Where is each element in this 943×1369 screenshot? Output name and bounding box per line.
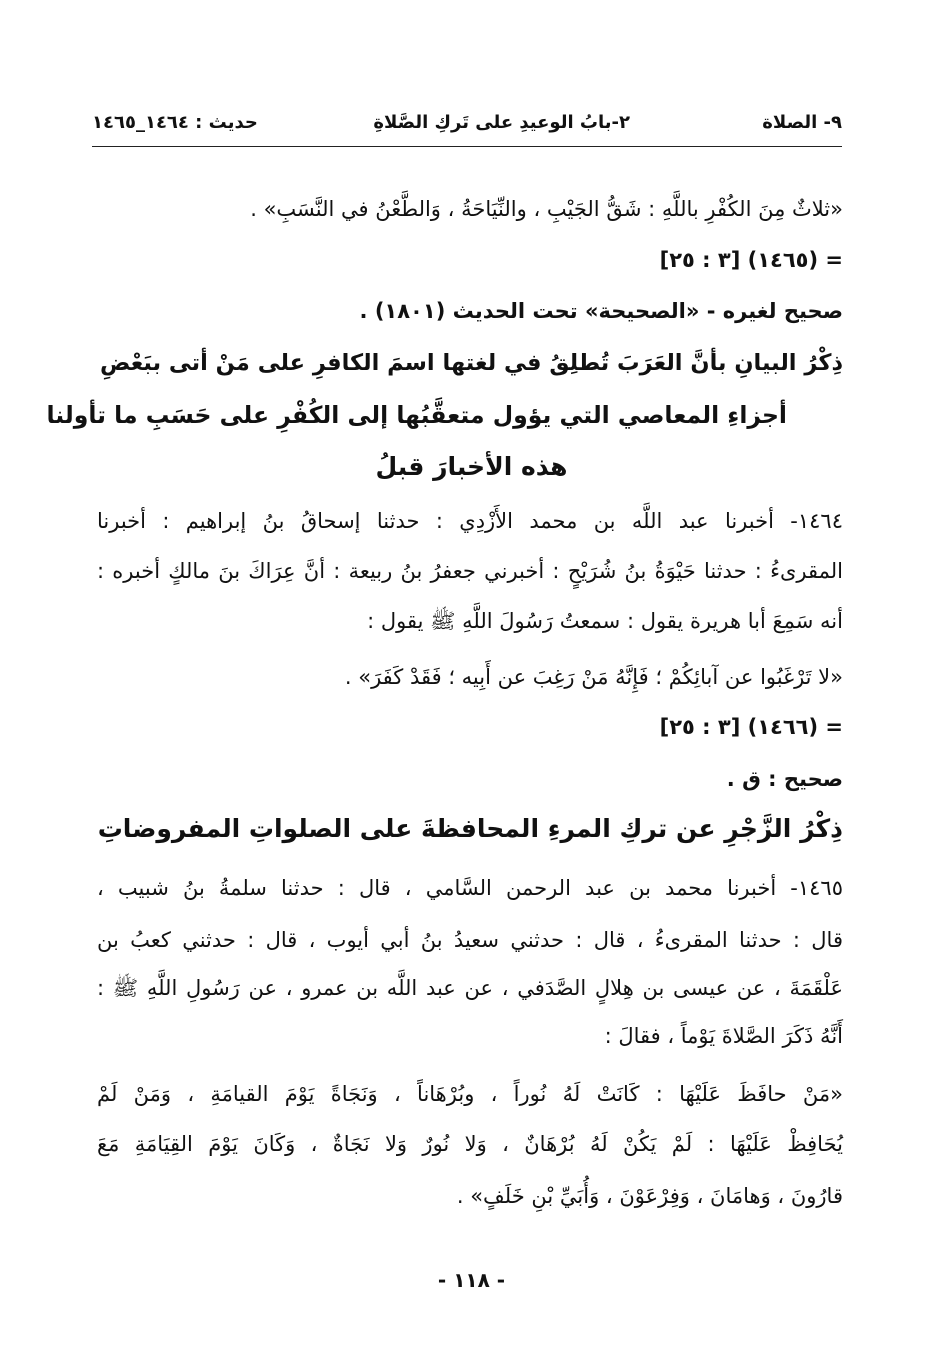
- hadith-1464-matn: «لا تَرْغَبُوا عن آبائِكُمْ ؛ فَإِنَّهُ مَنْ رَغِبَ عن أَبِيه ؛ فَقَدْ كَفَرَ» .: [344, 665, 843, 689]
- hadith-1465-isnad-line-4: أَنَّهُ ذَكَرَ الصَّلاةَ يَوْماً ، فقالَ :: [604, 1024, 843, 1048]
- hadith-1465-isnad-line-2: قال : حدثنا المقرىءُ ، قال : حدثني سعيدُ بنُ أبي أيوب ، قال : حدثني كعبُ بن: [97, 928, 843, 952]
- hadith-1464-isnad-line-2: المقرىءُ : حدثنا حَيْوَةُ بنُ شُرَيْحٍ : أخبرني جعفرُ بنُ ربيعة : أنَّ عِرَاكَ بنَ مالكٍ أخبره :: [97, 559, 843, 583]
- grading-note-2: صحيح : ق .: [726, 767, 843, 791]
- hadith-1465-matn-line-1: «مَنْ حافَظَ عَلَيْهَا : كَانَتْ لَهُ نُوراً ، وبُرْهَاناً ، وَنَجَاةً يَوْمَ القيامَةِ ، وَمَنْ لَمْ: [97, 1082, 843, 1106]
- running-head: [92, 112, 842, 142]
- hadith-1464-isnad-line-1: ١٤٦٤- أخبرنا عبد اللَّه بن محمد الأَزْدِي : حدثنا إسحاقُ بنُ إبراهيم : أخبرنا: [97, 509, 843, 533]
- header-rule: [92, 146, 842, 147]
- hadith-1465-isnad-line-1: ١٤٦٥- أخبرنا محمد بن عبد الرحمن السَّامي ، قال : حدثنا سلمةُ بنُ شبيب ،: [97, 876, 843, 900]
- chapter-heading-1-line-1: ذِكْرُ البيانِ بأنَّ العَرَبَ تُطلِقُ في لغتها اسمَ الكافرِ على مَنْ أتى ببَعْضِ: [100, 350, 843, 376]
- hadith-1465-matn-line-3: قارُونَ ، وَهامَانَ ، وَفِرْعَوْنَ ، وَأُبَيِّ بْنِ خَلَفٍ» .: [456, 1184, 843, 1208]
- running-head-section: ٢-بابُ الوعيدِ على تَركِ الصَّلاةِ: [373, 112, 630, 133]
- running-head-hadith-range: حديث : ١٤٦٤_١٤٦٥: [92, 112, 258, 133]
- cross-reference-1466: = (١٤٦٦) [٣ : ٢٥]: [659, 715, 843, 739]
- hadith-1465-matn-line-2: يُحَافِظْ عَلَيْهَا : لَمْ يَكُنْ لَهُ بُرْهَانٌ ، وَلا نُورٌ وَلا نَجَاةٌ ، وَكَانَ يَوْمَ القِيَامَةِ مَعَ: [97, 1132, 843, 1156]
- chapter-heading-1-line-2: أجزاءِ المعاصي التي يؤول متعقَّبُها إلى الكُفْرِ على حَسَبِ ما تأولنا: [46, 401, 787, 429]
- grading-note-1: صحيح لغيره - «الصحيحة» تحت الحديث (١٨٠١) .: [359, 299, 843, 323]
- hadith-1464-isnad-line-3: أنه سَمِعَ أبا هريرة يقول : سمعتُ رَسُولَ اللَّهِ ﷺ يقول :: [367, 609, 843, 633]
- hadith-1465-isnad-line-3: عَلْقَمَةَ ، عن عيسى بن هِلالٍ الصَّدَفي ، عن عبد اللَّه بن عمرو ، عن رَسُولِ اللَّهِ ﷺ :: [97, 976, 843, 1000]
- chapter-heading-1-line-3: هذه الأخبارَ قبلُ: [375, 452, 568, 481]
- page-number: - ١١٨ -: [437, 1268, 506, 1292]
- hadith-1463-matn: «ثلاثٌ مِنَ الكُفْرِ باللَّهِ : شَقُّ الجَيْبِ ، والنِّيَاحَةُ ، وَالطَّعْنُ في النَّسَبِ» .: [250, 197, 843, 221]
- chapter-heading-2: ذِكْرُ الزَّجْرِ عن تركِ المرءِ المحافظةَ على الصلواتِ المفروضاتِ: [97, 814, 843, 843]
- running-head-chapter: ٩- الصلاة: [762, 112, 842, 133]
- cross-reference-1465: = (١٤٦٥) [٣ : ٢٥]: [659, 248, 843, 272]
